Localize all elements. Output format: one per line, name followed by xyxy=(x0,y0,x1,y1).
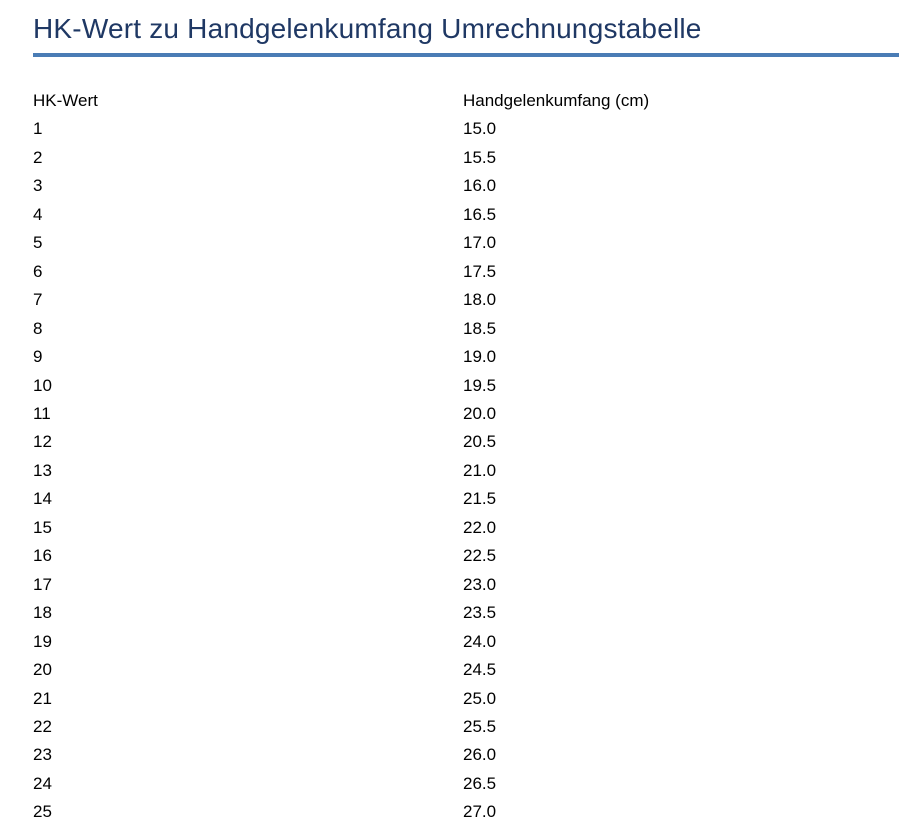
umfang-cell: 17.5 xyxy=(463,261,497,281)
umfang-cell: 27.0 xyxy=(463,802,497,822)
umfang-cell: 19.0 xyxy=(463,347,497,367)
umfang-cell: 26.0 xyxy=(463,745,497,765)
hk-wert-cell: 14 xyxy=(33,489,52,509)
table-row xyxy=(33,258,907,286)
table-row xyxy=(33,571,907,599)
umfang-cell: 23.5 xyxy=(463,603,497,623)
table-row xyxy=(33,599,907,627)
table-row xyxy=(33,286,907,314)
conversion-table xyxy=(33,87,907,827)
table-row xyxy=(33,115,907,143)
table-body xyxy=(33,115,907,826)
table-row xyxy=(33,172,907,200)
hk-wert-cell: 25 xyxy=(33,802,52,822)
table-row xyxy=(33,798,907,826)
table-row xyxy=(33,201,907,229)
table-row xyxy=(33,685,907,713)
umfang-cell: 20.0 xyxy=(463,403,497,423)
hk-wert-cell: 19 xyxy=(33,631,52,651)
column-header-handgelenkumfang: Handgelenkumfang (cm) xyxy=(463,91,650,110)
table-row xyxy=(33,485,907,513)
umfang-cell: 17.0 xyxy=(463,233,497,253)
hk-wert-cell: 9 xyxy=(33,347,43,367)
umfang-cell: 20.5 xyxy=(463,432,497,452)
hk-wert-cell: 12 xyxy=(33,432,52,452)
umfang-cell: 19.5 xyxy=(463,375,497,395)
hk-wert-cell: 15 xyxy=(33,517,52,537)
hk-wert-cell: 6 xyxy=(33,261,43,281)
hk-wert-cell: 23 xyxy=(33,745,52,765)
table-row xyxy=(33,144,907,172)
table-row xyxy=(33,514,907,542)
umfang-cell: 24.0 xyxy=(463,631,497,651)
hk-wert-cell: 4 xyxy=(33,204,43,224)
umfang-cell: 15.0 xyxy=(463,119,497,139)
hk-wert-cell: 24 xyxy=(33,773,52,793)
hk-wert-cell: 8 xyxy=(33,318,43,338)
table-row xyxy=(33,315,907,343)
table-row xyxy=(33,628,907,656)
hk-wert-cell: 13 xyxy=(33,460,52,480)
table-row xyxy=(33,741,907,769)
hk-wert-cell: 22 xyxy=(33,716,52,736)
hk-wert-cell: 3 xyxy=(33,176,43,196)
umfang-cell: 23.0 xyxy=(463,574,497,594)
umfang-cell: 18.5 xyxy=(463,318,497,338)
hk-wert-cell: 17 xyxy=(33,574,52,594)
hk-wert-cell: 5 xyxy=(33,233,43,253)
table-row xyxy=(33,457,907,485)
umfang-cell: 22.5 xyxy=(463,546,497,566)
hk-wert-cell: 20 xyxy=(33,660,52,680)
umfang-cell: 25.0 xyxy=(463,688,497,708)
title-divider xyxy=(33,53,899,57)
hk-wert-cell: 1 xyxy=(33,119,43,139)
hk-wert-cell: 18 xyxy=(33,603,52,623)
hk-wert-cell: 21 xyxy=(33,688,52,708)
umfang-cell: 26.5 xyxy=(463,773,497,793)
umfang-cell: 15.5 xyxy=(463,147,497,167)
column-header-hk-wert: HK-Wert xyxy=(33,91,98,110)
table-row xyxy=(33,343,907,371)
table-row xyxy=(33,713,907,741)
page-title: HK-Wert zu Handgelenkumfang Umrechnungstabelle xyxy=(33,13,702,44)
hk-wert-cell: 2 xyxy=(33,147,43,167)
hk-wert-cell: 11 xyxy=(33,403,51,423)
umfang-cell: 16.0 xyxy=(463,176,497,196)
umfang-cell: 22.0 xyxy=(463,517,497,537)
table-row xyxy=(33,229,907,257)
umfang-cell: 18.0 xyxy=(463,290,497,310)
table-row xyxy=(33,428,907,456)
table-header-row xyxy=(33,87,907,115)
umfang-cell: 24.5 xyxy=(463,660,497,680)
table-row xyxy=(33,542,907,570)
umfang-cell: 21.0 xyxy=(463,460,497,480)
table-row xyxy=(33,656,907,684)
umfang-cell: 21.5 xyxy=(463,489,497,509)
umfang-cell: 16.5 xyxy=(463,204,497,224)
umfang-cell: 25.5 xyxy=(463,716,497,736)
table-row xyxy=(33,770,907,798)
table-row xyxy=(33,372,907,400)
hk-wert-cell: 10 xyxy=(33,375,52,395)
table-row xyxy=(33,400,907,428)
hk-wert-cell: 7 xyxy=(33,290,43,310)
hk-wert-cell: 16 xyxy=(33,546,52,566)
